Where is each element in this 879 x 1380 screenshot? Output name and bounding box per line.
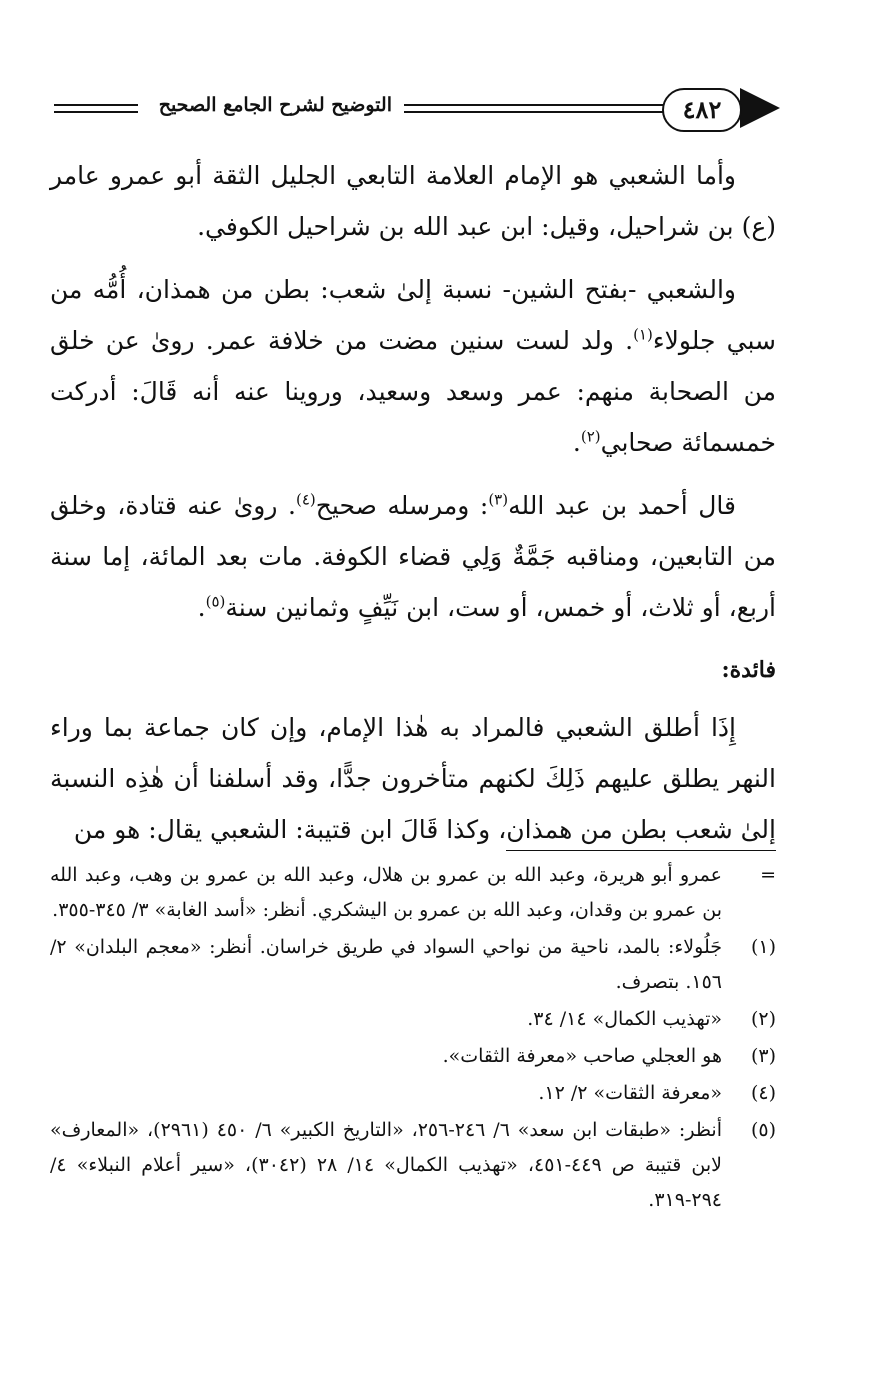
footnote-text: «معرفة الثقات» ٢/ ١٢. — [538, 1082, 722, 1104]
paragraph-2-text-b: . ولد لست سنين مضت من خلافة عمر. رویٰ عن خلق من الصحابة منهم: عمر وسعد وسعيد، وروينا عنه أنه قَالَ: أدركت خمسمائة صحابي — [50, 326, 776, 457]
footnote-ref-1[interactable]: (١) — [633, 325, 653, 344]
footnote-marker: (١) — [750, 936, 776, 958]
page-number: ٤٨٢ — [662, 88, 742, 132]
footnote-ref-3[interactable]: (٣) — [488, 490, 509, 509]
main-text — [50, 150, 776, 867]
paragraph-4: إِذَا أطلق الشعبي فالمراد به هٰذا الإمام، وإن كان جماعة بما وراء النهر يطلق عليهم ذَلِكَ لكنهم متأخرون جدًّا، وقد أسلفنا أن هٰذِه النسبة إلىٰ شعب بطن من همذان، وكذا قَالَ ابن قتيبة: الشعبي يقال: هو من — [50, 713, 776, 844]
footnote-2 — [50, 1002, 776, 1037]
running-header — [48, 84, 780, 134]
footnote-marker: (٣) — [750, 1045, 776, 1067]
footnote-marker: (٥) — [750, 1119, 776, 1141]
footnote-5 — [50, 1113, 776, 1218]
footnote-3 — [50, 1039, 776, 1074]
footnote-text: هو العجلي صاحب «معرفة الثقات». — [442, 1045, 722, 1067]
footnote-text: عمرو أبو هريرة، وعبد الله بن عمرو بن هلال، وعبد الله بن عمرو بن وهب، وعبد الله بن عمرو بن وقدان، وعبد الله بن عمرو بن اليشكري. أنظر: «أسد الغابة» ٣/ ٣٤٥-٣٥٥. — [50, 864, 722, 921]
paragraph-3-text-c: . رویٰ عنه قتادة، وخلق من التابعين، ومناقبه جَمَّةٌ وَلِي قضاء الكوفة. مات بعد المائة، إما سنة أربع، أو ثلاث، أو خمس، أو ست، ابن نَيِّفٍ وثمانين سنة — [50, 491, 776, 622]
footnote-separator — [506, 850, 776, 851]
footnote-ref-2[interactable]: (٢) — [580, 427, 601, 446]
paragraph-2-text-a: والشعبي -بفتح الشين- نسبة إلىٰ شعب: بطن من همذان، أُمُّه من سبي جلولاء — [50, 275, 776, 355]
footnote-marker: (٢) — [750, 1008, 776, 1030]
footnote-ref-5[interactable]: (٥) — [205, 592, 226, 611]
paragraph-3-text-b: : ومرسله صحيح — [315, 491, 489, 520]
running-title: التوضيح لشرح الجامع الصحيح — [158, 94, 392, 116]
footnote-4 — [50, 1076, 776, 1111]
footnote-ref-4[interactable]: (٤) — [295, 490, 316, 509]
paragraph-3 — [50, 480, 776, 633]
header-rule-right — [404, 104, 666, 113]
section-heading: فائدة: — [721, 657, 776, 683]
footnote-continued — [50, 858, 776, 928]
paragraph-1: وأما الشعبي هو الإمام العلامة التابعي الجليل الثقة أبو عمرو عامر (ع) بن شراحيل، وقيل: ابن عبد الله بن شراحيل الكوفي. — [50, 161, 776, 241]
page-number-ornament — [740, 88, 780, 128]
paragraph-2-text-c: . — [572, 428, 581, 457]
footnote-text: أنظر: «طبقات ابن سعد» ٦/ ٢٤٦-٢٥٦، «التاريخ الكبير» ٦/ ٤٥٠ (٢٩٦١)، «المعارف» لابن قتيبة ص ٤٤٩-٤٥١، «تهذيب الكمال» ١٤/ ٢٨ (٣٠٤٢)، «سير أعلام النبلاء» ٤/ ٢٩٤-٣١٩. — [50, 1119, 722, 1211]
footnote-marker: = — [760, 864, 776, 886]
footnotes — [50, 858, 776, 1220]
footnote-marker: (٤) — [750, 1082, 776, 1104]
footnote-text: «تهذيب الكمال» ١٤/ ٣٤. — [527, 1008, 722, 1030]
paragraph-3-text-a: قال أحمد بن عبد الله — [508, 491, 736, 520]
paragraph-3-text-d: . — [197, 593, 206, 622]
header-rule-left — [54, 104, 138, 113]
footnote-text: جَلُولاء: بالمد، ناحية من نواحي السواد في طريق خراسان. أنظر: «معجم البلدان» ٢/ ١٥٦. بتصرف. — [50, 936, 722, 993]
paragraph-2 — [50, 264, 776, 468]
footnote-1 — [50, 930, 776, 1000]
